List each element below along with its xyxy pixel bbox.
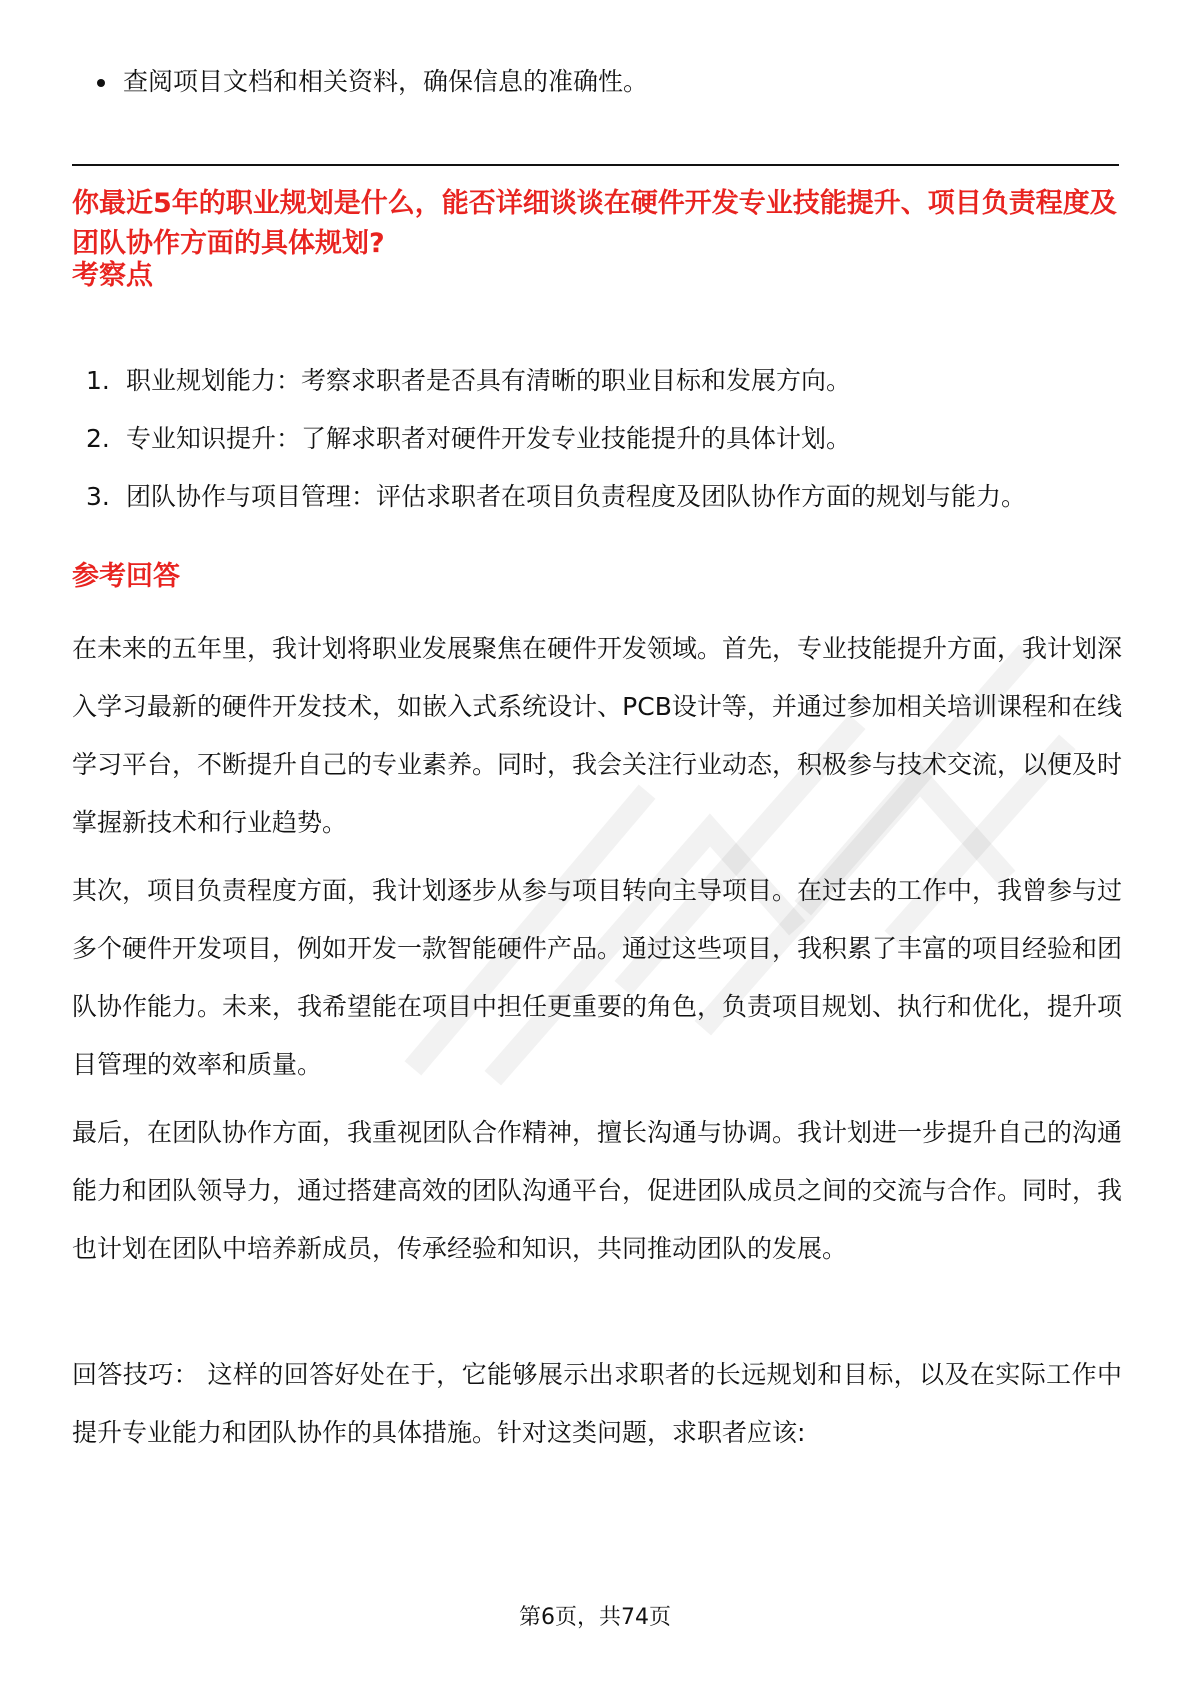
list-text: 专业知识提升：了解求职者对硬件开发专业技能提升的具体计划。 [126,424,852,453]
list-text: 职业规划能力：考察求职者是否具有清晰的职业目标和发展方向。 [126,366,852,395]
page-footer: 第6页，共74页 [519,1605,671,1630]
focus-heading: 考察点 [72,260,153,291]
answer-paragraph: 其次，项目负责程度方面，我计划逐步从参与项目转向主导项目。在过去的工作中，我曾参与过多个硬件开发项目，例如开发一款智能硬件产品。通过这些项目，我积累了丰富的项目经验和团队协作能力。未来，我希望能在项目中担任更重要的角色，负责项目规划、执行和优化，提升项目管理的效率和质量。 [72,876,1123,1079]
focus-list [72,352,1122,526]
list-number: 2. [86,424,110,453]
top-bullet-list [95,62,648,102]
list-number: 1. [86,366,110,395]
list-number: 3. [86,482,110,511]
list-text: 团队协作与项目管理：评估求职者在项目负责程度及团队协作方面的规划与能力。 [126,482,1027,511]
answer-paragraph: 在未来的五年里，我计划将职业发展聚焦在硬件开发领域。首先，专业技能提升方面，我计划深入学习最新的硬件开发技术，如嵌入式系统设计、PCB设计等，并通过参加相关培训课程和在线学习平台，不断提升自己的专业素养。同时，我会关注行业动态，积极参与技术交流，以便及时掌握新技术和行业趋势。 [72,634,1123,837]
answer-heading: 参考回答 [72,561,180,592]
list-item [72,410,1122,468]
list-item [72,468,1122,526]
question-heading: 你最近5年的职业规划是什么，能否详细谈谈在硬件开发专业技能提升、项目负责程度及团队协作方面的具体规划? [72,188,1117,259]
tips-paragraph: 回答技巧： 这样的回答好处在于，它能够展示出求职者的长远规划和目标，以及在实际工作中提升专业能力和团队协作的具体措施。针对这类问题，求职者应该: [72,1360,1122,1447]
answer-paragraph: 最后，在团队协作方面，我重视团队合作精神，擅长沟通与协调。我计划进一步提升自己的沟通能力和团队领导力，通过搭建高效的团队沟通平台，促进团队成员之间的交流与合作。同时，我也计划在团队中培养新成员，传承经验和知识，共同推动团队的发展。 [72,1118,1123,1263]
list-item: 查阅项目文档和相关资料，确保信息的准确性。 [95,62,648,102]
list-item [72,352,1122,410]
section-divider [72,164,1119,166]
